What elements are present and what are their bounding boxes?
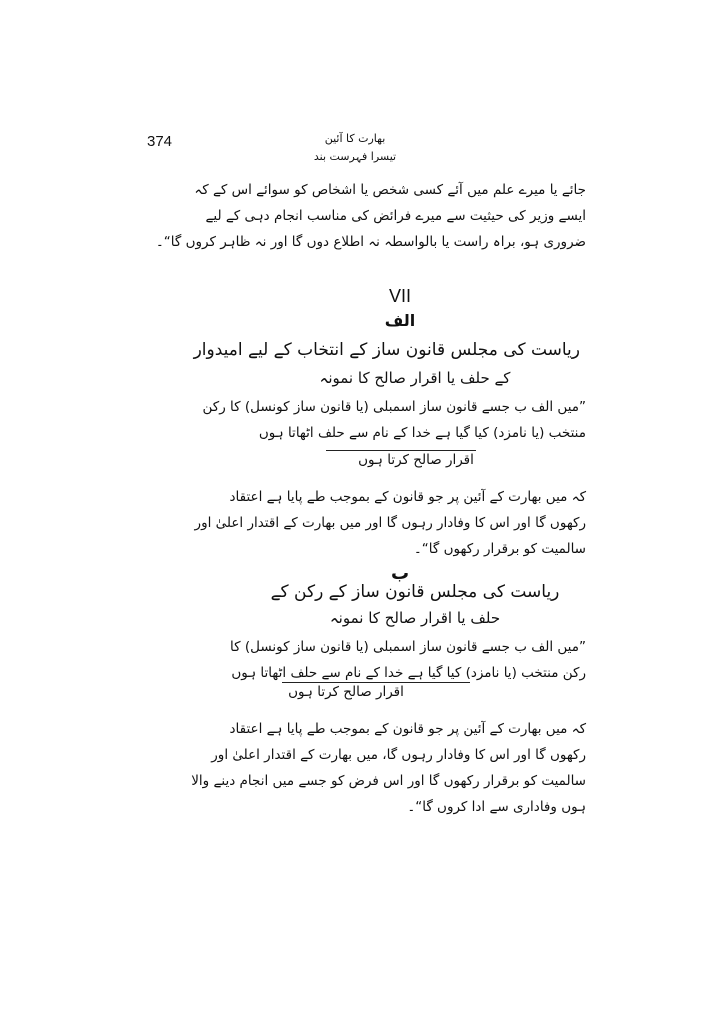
form-b-line: رکن منتخب (یا نامزد) کیا گیا ہے خدا کے نام سے حلف اٹھاتا ہوں: [231, 665, 586, 681]
running-head-subtitle: تیسرا فہرست بند: [313, 150, 397, 163]
section-b-heading-line2: حلف یا اقرار صالح کا نمونہ: [329, 609, 501, 627]
section-a-heading-line2: کے حلف یا اقرار صالح کا نمونہ: [319, 369, 511, 387]
section-a-heading-line1: ریاست کی مجلس قانون ساز کے انتخاب کے لیے امیدوار: [193, 340, 580, 360]
intro-line: ایسے وزیر کی حیثیت سے میرے فرائض کی مناسب انجام دہی کے لیے: [205, 208, 586, 224]
intro-paragraph: [155, 177, 586, 255]
form-a-line: منتخب (یا نامزد) کیا گیا ہے خدا کے نام سے حلف اٹھاتا ہوں: [258, 425, 586, 441]
form-b-alternative: اقرار صالح کرتا ہوں: [288, 684, 404, 700]
form-b-body-line: رکھوں گا اور اس کا وفادار رہوں گا، میں بھارت کے اقتدار اعلیٰ اور: [211, 747, 586, 763]
form-b-body-line: سالمیت کو برقرار رکھوں گا اور اس فرض کو جسے میں انجام دینے والا: [191, 773, 586, 789]
form-a-oath: [202, 394, 586, 446]
form-a-body: [194, 484, 586, 562]
intro-line: ضروری ہو، براہ راست یا بالواسطہ نہ اطلاع دوں گا اور نہ ظاہر کروں گا“۔: [155, 234, 586, 250]
form-b-body: [191, 716, 586, 820]
form-b-divider: [282, 682, 470, 683]
section-b-letter: ب: [390, 563, 410, 584]
section-roman-numeral: VII: [388, 286, 411, 306]
form-b-line: ”میں الف ب جسے قانون ساز اسمبلی (یا قانون ساز کونسل) کا: [230, 639, 586, 655]
form-b-body-line: کہ میں بھارت کے آئین پر جو قانون کے بموجب طے پایا ہے اعتقاد: [229, 721, 586, 737]
form-a-body-line: سالمیت کو برقرار رکھوں گا“۔: [413, 541, 586, 557]
running-head-title: بھارت کا آئین: [324, 132, 386, 145]
form-a-alternative: اقرار صالح کرتا ہوں: [358, 452, 474, 468]
section-alif-heading: الف: [384, 311, 416, 330]
form-a-divider: [326, 450, 476, 451]
form-a-body-line: کہ میں بھارت کے آئین پر جو قانون کے بموجب طے پایا ہے اعتقاد: [229, 489, 586, 505]
form-a-body-line: رکھوں گا اور اس کا وفادار رہوں گا اور میں بھارت کے اقتدار اعلیٰ اور: [194, 515, 586, 531]
form-b-body-line: ہوں وفاداری سے ادا کروں گا“۔: [407, 799, 586, 815]
page-number: 374: [147, 133, 173, 150]
form-b-oath: [230, 634, 586, 686]
form-a-line: ”میں الف ب جسے قانون ساز اسمبلی (یا قانون ساز کونسل) کا رکن: [202, 399, 586, 415]
section-b-heading-line1: ریاست کی مجلس قانون ساز کے رکن کے: [270, 582, 560, 602]
intro-line: جائے یا میرے علم میں آئے کسی شخص یا اشخاص کو سوائے اس کے کہ: [194, 182, 586, 198]
